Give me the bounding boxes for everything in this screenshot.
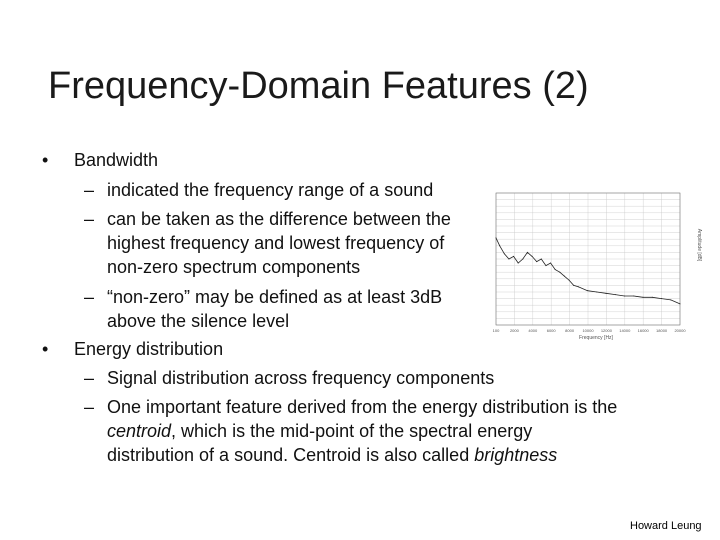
spectrum-point <box>518 262 519 263</box>
sub-bullet-text <box>107 443 557 467</box>
spectrum-point <box>527 252 528 253</box>
bullet-dot: • <box>42 150 49 170</box>
spectrum-point <box>508 259 509 260</box>
x-tick-label: 20000 <box>674 328 686 333</box>
spectrum-point <box>680 303 681 304</box>
chart-y-label: Amplitude [dB] <box>696 228 702 262</box>
spectrum-point <box>573 285 574 286</box>
spectrum-point <box>606 293 607 294</box>
spectrum-point <box>569 280 570 281</box>
sub-dash: – <box>84 180 95 200</box>
spectrum-point <box>652 297 653 298</box>
spectrum-point <box>532 256 533 257</box>
spectrum-point <box>670 299 671 300</box>
x-tick-label: 18000 <box>656 328 668 333</box>
slide-title: Frequency-Domain Features (2) <box>48 65 589 107</box>
sub-dash: – <box>84 397 95 417</box>
sub-bullet-text: Signal distribution across frequency components <box>107 368 495 388</box>
spectrum-point <box>541 259 542 260</box>
spectrum-point <box>545 265 546 266</box>
chart-x-label: Frequency [Hz] <box>579 335 613 340</box>
x-tick-label: 4000 <box>528 328 538 333</box>
spectrum-point <box>643 297 644 298</box>
bullet-bandwidth: Bandwidth <box>74 150 159 170</box>
spectrum-chart <box>490 185 702 340</box>
spectrum-point <box>504 253 505 254</box>
spectrum-point <box>633 295 634 296</box>
spectrum-point <box>596 292 597 293</box>
chart-grid <box>496 193 680 325</box>
spectrum-point <box>536 261 537 262</box>
x-tick-label: 8000 <box>565 328 575 333</box>
spectrum-point <box>587 290 588 291</box>
sub-bullet-text: highest frequency and lowest frequency of <box>107 233 445 253</box>
x-tick-label: 2000 <box>509 328 519 333</box>
spectrum-point <box>522 259 523 260</box>
spectrum-point <box>615 294 616 295</box>
spectrum-point <box>555 269 556 270</box>
spectrum-point <box>496 237 497 238</box>
bullet-dot: • <box>42 339 49 359</box>
brightness-lead: distribution of a sound. Centroid is also called <box>107 445 475 465</box>
spectrum-point <box>550 262 551 263</box>
x-tick-label: 6000 <box>546 328 556 333</box>
sub-bullet-text: One important feature derived from the energy distribution is the <box>107 397 618 417</box>
sub-bullet-text: indicated the frequency range of a sound <box>107 180 434 200</box>
x-tick-label: 100 <box>492 328 500 333</box>
sub-bullet-text: can be taken as the difference between the <box>107 209 451 229</box>
sub-bullet-text: “non-zero” may be defined as at least 3dB <box>107 287 443 307</box>
x-tick-label: 16000 <box>637 328 649 333</box>
sub-bullet-text: above the silence level <box>107 311 290 331</box>
spectrum-point <box>499 245 500 246</box>
brightness-term: brightness <box>474 445 558 465</box>
centroid-description: , which is the mid-point of the spectral energy <box>171 421 533 441</box>
x-tick-label: 12000 <box>600 328 612 333</box>
sub-dash: – <box>84 368 95 388</box>
sub-bullet-text <box>107 419 532 443</box>
spectrum-point <box>578 286 579 287</box>
spectrum-point <box>513 256 514 257</box>
spectrum-point <box>564 276 565 277</box>
x-tick-label: 10000 <box>582 328 594 333</box>
sub-dash: – <box>84 209 95 229</box>
sub-bullet-text: non-zero spectrum components <box>107 257 361 277</box>
x-tick-label: 14000 <box>619 328 631 333</box>
bullet-energy-distribution: Energy distribution <box>74 339 224 359</box>
spectrum-point <box>624 295 625 296</box>
sub-dash: – <box>84 287 95 307</box>
chart-ticks <box>493 328 687 333</box>
centroid-term: centroid <box>107 421 172 441</box>
footer-author: Howard Leung <box>630 520 702 532</box>
spectrum-point <box>559 272 560 273</box>
spectrum-point <box>661 298 662 299</box>
